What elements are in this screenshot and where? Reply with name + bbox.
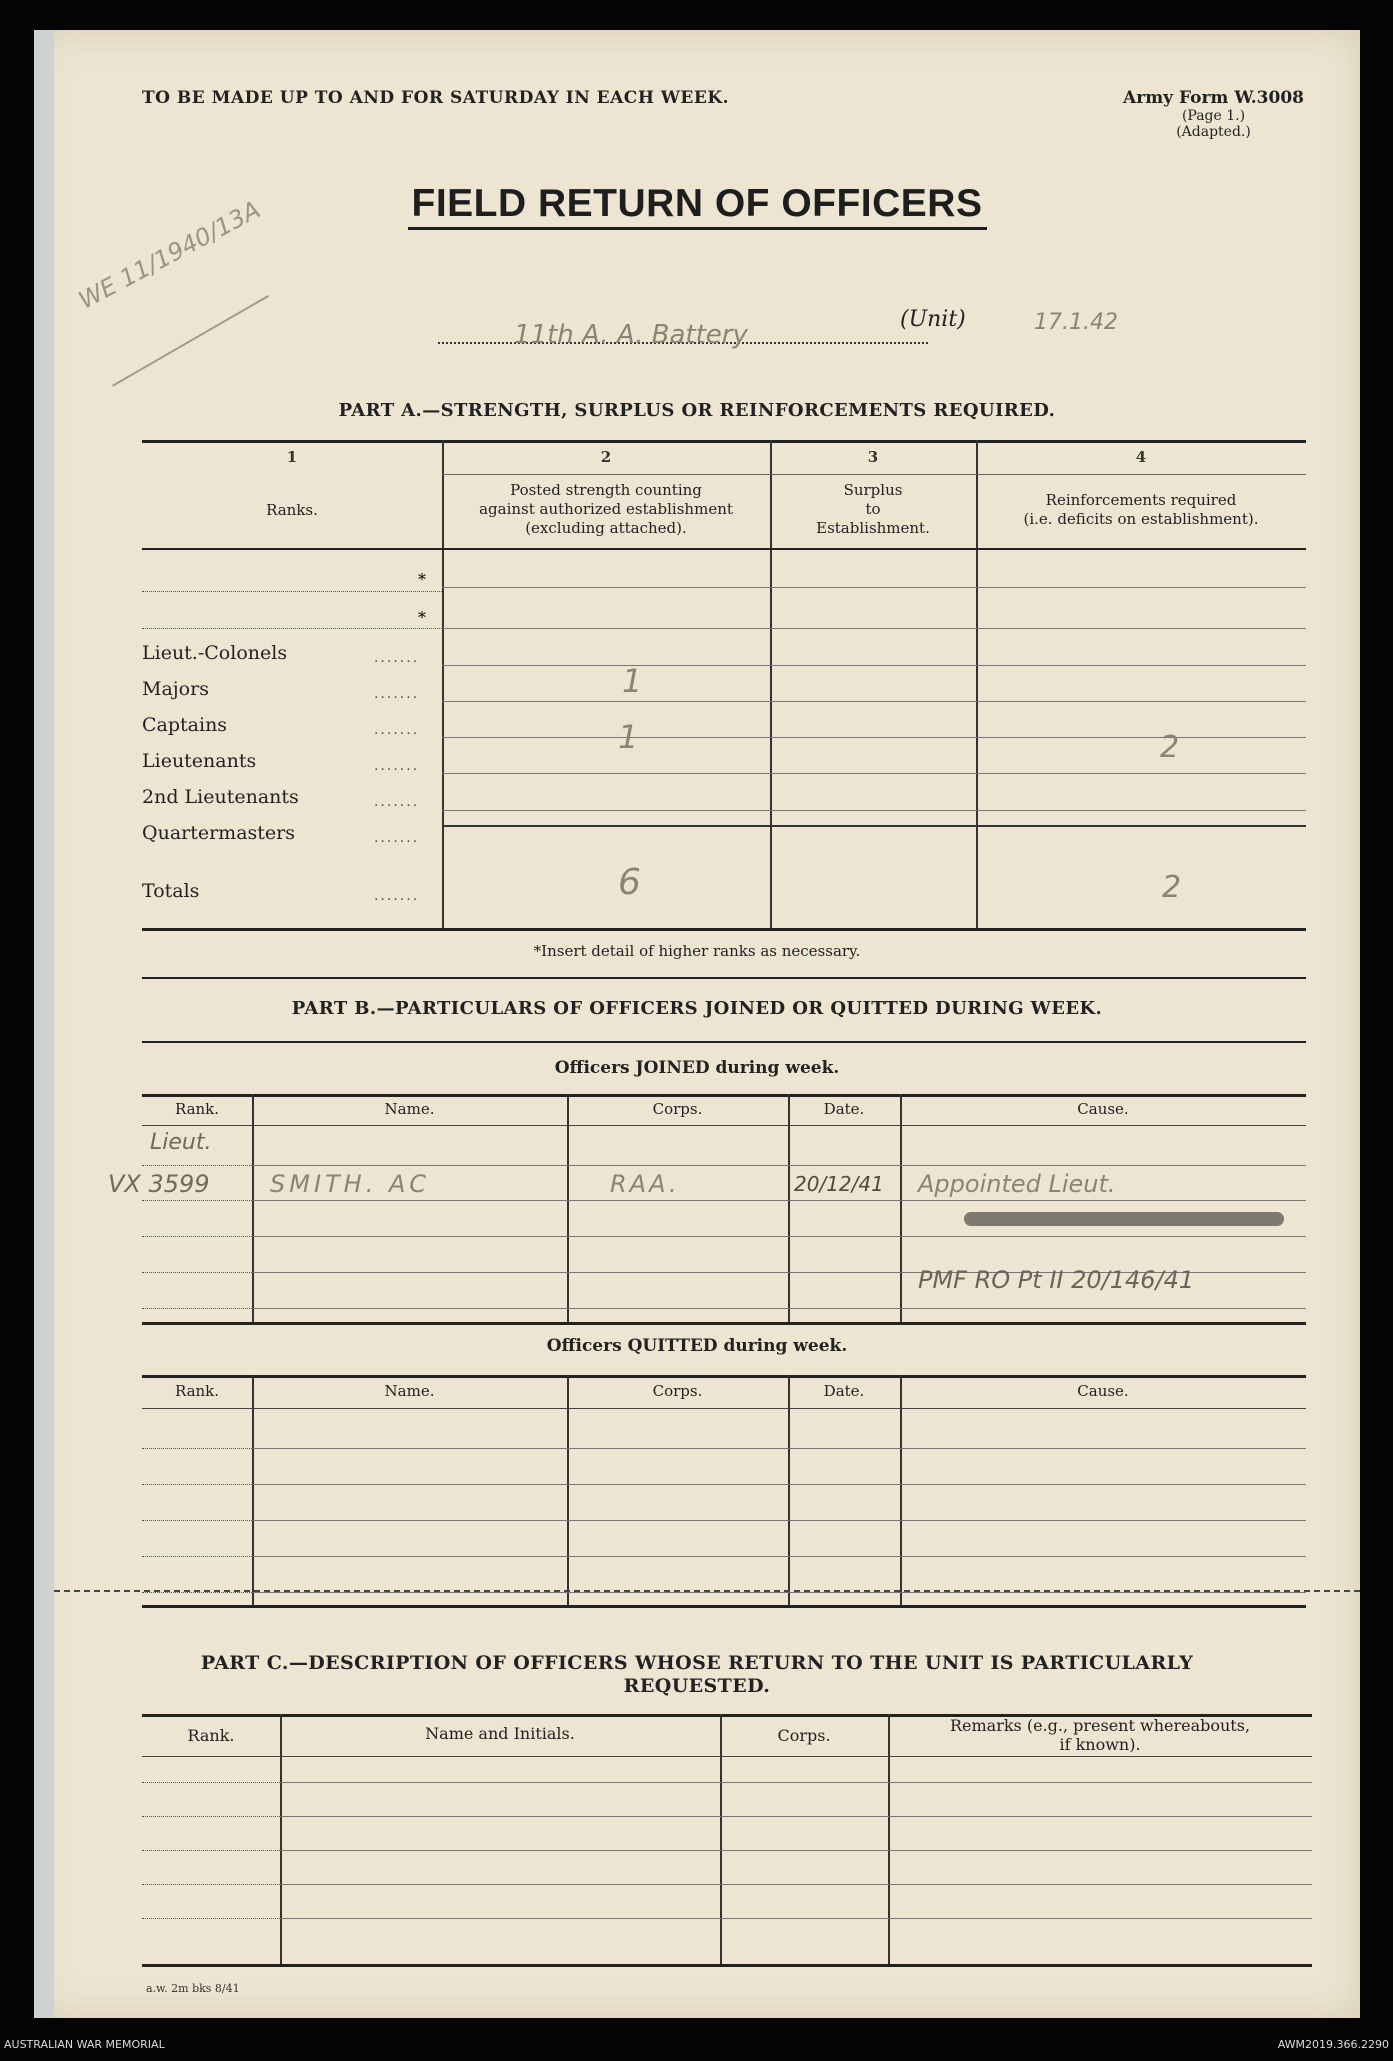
joined-name-hand: SMITH. AC (270, 1170, 431, 1198)
struck-out-text (964, 1212, 1284, 1226)
form-adapted: (Adapted.) (1176, 124, 1251, 140)
margin-pencil-note: WE 11/1940/13A (74, 195, 265, 315)
part-c-heading: PART C.—DESCRIPTION OF OFFICERS WHOSE RETURN TO THE UNIT IS PARTICULARLY REQUESTED. (200, 1652, 1194, 1697)
joined-corps-hand: RAA. (610, 1170, 680, 1198)
unit-handwritten: 11th A. A. Battery (514, 320, 748, 350)
star-marker-1: * (418, 570, 426, 589)
print-code: a.w. 2m bks 8/41 (146, 1982, 240, 1995)
col-number-4: 4 (1135, 448, 1147, 466)
part-a-heading: PART A.—STRENGTH, SURPLUS OR REINFORCEMENTS REQUIRED. (338, 400, 1056, 421)
unit-label: (Unit) (900, 307, 966, 332)
form-id: Army Form W.3008 (1123, 88, 1304, 108)
col-ranks-header: Ranks. (266, 501, 318, 519)
part-c-col-remarks: Remarks (e.g., present whereabouts, if known). (949, 1716, 1251, 1754)
part-c-col-name: Name and Initials. (425, 1724, 575, 1743)
totals-label: Totals (142, 880, 200, 902)
part-b-heading: PART B.—PARTICULARS OF OFFICERS JOINED OR QUITTED DURING WEEK. (291, 998, 1103, 1019)
hand-captains-posted: 1 (618, 718, 639, 756)
rank-lieut-colonels: Lieut.-Colonels (142, 642, 288, 664)
margin-pencil-stroke (112, 295, 269, 387)
hand-total-posted: 6 (618, 862, 641, 903)
col-number-3: 3 (867, 448, 879, 466)
joined-date-hand: 20/12/41 (794, 1172, 884, 1196)
quitted-col-cause: Cause. (1077, 1382, 1129, 1400)
rank-majors: Majors (142, 678, 209, 700)
rank-lieutenants: Lieutenants (142, 750, 257, 772)
joined-cause-hand: Appointed Lieut. (918, 1170, 1116, 1198)
form-sheet: TO BE MADE UP TO AND FOR SATURDAY IN EACH WEEK. Army Form W.3008 (Page 1.) (Adapted.) WE 11/1940/13A FIELD RETURN OF OFFICERS 11th A. A. Battery (Unit) 17.1.42 PART A.—STRENGTH, SURPLUS OR REINFORCEMENTS REQUIRED. 1 2 3 4 Ranks. Posted strength counting against authorized establishment (excluding attached). Surplus to Establishment. Reinforcements required (i.e. deficits on establishment). * * Lieut.-Colonels Majors Captains Lieutenants 2nd Lieutenants Quartermasters Totals ....... ....... ....... ....... ....... ....... ....... 1 1 2 6 2 *Insert detail of higher ranks as necessary. PART B.—PARTICULARS OF OFFICERS JOINED OR QUITTED DURING WEEK. Officers JOINED during week. Rank. Name. Corps. Date. Cause. Lieut. VX 3599 SMITH. AC RAA. 20/12/41 Appointed Lieut. PMF RO Pt II 20/146/41 Officers QUITTED during week. Rank. Name. Corps. Date. Cause. PART C.—DESCRIPTION OF OFFICERS WHOSE RETURN TO THE UNIT IS PARTICULARLY REQUESTED. Rank. Name and Initials. Corps. Remarks (e.g., present whereabouts, if known). a.w. 2m bks 8/41 (34, 30, 1360, 2018)
quitted-col-name: Name. (384, 1382, 435, 1400)
part-c-col-rank: Rank. (187, 1726, 235, 1745)
rank-quartermasters: Quartermasters (142, 822, 295, 844)
star-marker-2: * (418, 608, 426, 627)
joined-reference-hand: PMF RO Pt II 20/146/41 (918, 1266, 1195, 1294)
joined-title: Officers JOINED during week. (554, 1058, 840, 1078)
col-surplus-header: Surplus to Establishment. (816, 481, 930, 537)
col-number-2: 2 (600, 448, 612, 466)
part-c-col-corps: Corps. (777, 1726, 831, 1745)
rank-2nd-lieutenants: 2nd Lieutenants (142, 786, 299, 808)
quitted-col-rank: Rank. (174, 1382, 220, 1400)
quitted-title: Officers QUITTED during week. (546, 1336, 848, 1356)
rank-captains: Captains (142, 714, 228, 736)
credit-left: AUSTRALIAN WAR MEMORIAL (4, 2038, 165, 2051)
joined-col-cause: Cause. (1077, 1100, 1129, 1118)
hand-majors-posted: 1 (622, 662, 643, 700)
joined-col-date: Date. (823, 1100, 865, 1118)
form-title: FIELD RETURN OF OFFICERS (34, 182, 1360, 226)
weekly-instruction: TO BE MADE UP TO AND FOR SATURDAY IN EACH WEEK. (142, 88, 730, 108)
quitted-col-corps: Corps. (652, 1382, 703, 1400)
hand-lieutenants-reinforcements: 2 (1160, 730, 1180, 765)
joined-col-rank: Rank. (174, 1100, 220, 1118)
torn-edge (34, 30, 54, 2018)
joined-col-name: Name. (384, 1100, 435, 1118)
hand-total-reinforcements: 2 (1162, 870, 1182, 905)
joined-col-corps: Corps. (652, 1100, 703, 1118)
col-number-1: 1 (286, 448, 298, 466)
credit-right: AWM2019.366.2290 (1277, 2038, 1389, 2051)
col-posted-header: Posted strength counting against authorized establishment (excluding attached). (479, 481, 733, 537)
joined-number-hand: VX 3599 (108, 1170, 210, 1198)
part-a-footnote: *Insert detail of higher ranks as necessary. (533, 942, 861, 960)
date-handwritten: 17.1.42 (1034, 310, 1118, 335)
quitted-col-date: Date. (823, 1382, 865, 1400)
form-page: (Page 1.) (1181, 108, 1246, 124)
joined-rank-hand: Lieut. (150, 1130, 212, 1155)
col-reinforcements-header: Reinforcements required (i.e. deficits on establishment). (1023, 491, 1259, 528)
cut-line (54, 1590, 1360, 1592)
form-identifier (1123, 88, 1304, 140)
